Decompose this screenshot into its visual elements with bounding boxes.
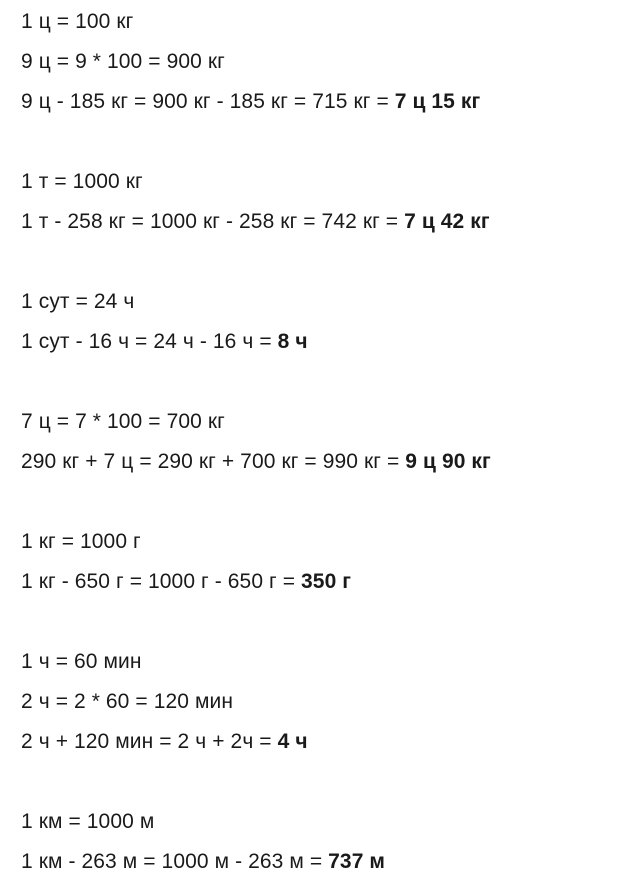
text-line-centner-definition: 1 ц = 100 кг (21, 10, 134, 33)
text-line-hours-addition: 2 ч + 120 мин = 2 ч + 2ч = 4 ч (21, 730, 308, 753)
answer-highlight: 7 ц 42 кг (404, 210, 490, 233)
text-line-kg-definition: 1 кг = 1000 г (21, 530, 141, 553)
text-line-kg-subtraction: 1 кг - 650 г = 1000 г - 650 г = 350 г (21, 570, 352, 593)
answer-highlight: 4 ч (277, 730, 308, 753)
answer-highlight: 8 ч (277, 330, 308, 353)
text-line-km-definition: 1 км = 1000 м (21, 810, 155, 833)
text-line-kg-addition: 290 кг + 7 ц = 290 кг + 700 кг = 990 кг = 9 ц 90 кг (21, 450, 491, 473)
text-line-seven-centner-conversion: 7 ц = 7 * 100 = 700 кг (21, 410, 225, 433)
text-line-km-subtraction: 1 км - 263 м = 1000 м - 263 м = 737 м (21, 850, 386, 873)
text-line-ton-definition: 1 т = 1000 кг (21, 170, 143, 193)
text-line-centner-conversion: 9 ц = 9 * 100 = 900 кг (21, 50, 225, 73)
text-line-two-hours-conversion: 2 ч = 2 * 60 = 120 мин (21, 690, 234, 713)
text-line-ton-subtraction: 1 т - 258 кг = 1000 кг - 258 кг = 742 кг = 7 ц 42 кг (21, 210, 490, 233)
text-line-centner-subtraction: 9 ц - 185 кг = 900 кг - 185 кг = 715 кг = 7 ц 15 кг (21, 90, 481, 113)
answer-highlight: 7 ц 15 кг (394, 90, 481, 113)
answer-highlight: 9 ц 90 кг (405, 450, 491, 473)
text-line-day-subtraction: 1 сут - 16 ч = 24 ч - 16 ч = 8 ч (21, 330, 308, 353)
answer-highlight: 350 г (301, 570, 352, 593)
text-line-hour-definition: 1 ч = 60 мин (21, 650, 142, 673)
text-line-day-definition: 1 сут = 24 ч (21, 290, 135, 313)
answer-highlight: 737 м (328, 850, 386, 873)
